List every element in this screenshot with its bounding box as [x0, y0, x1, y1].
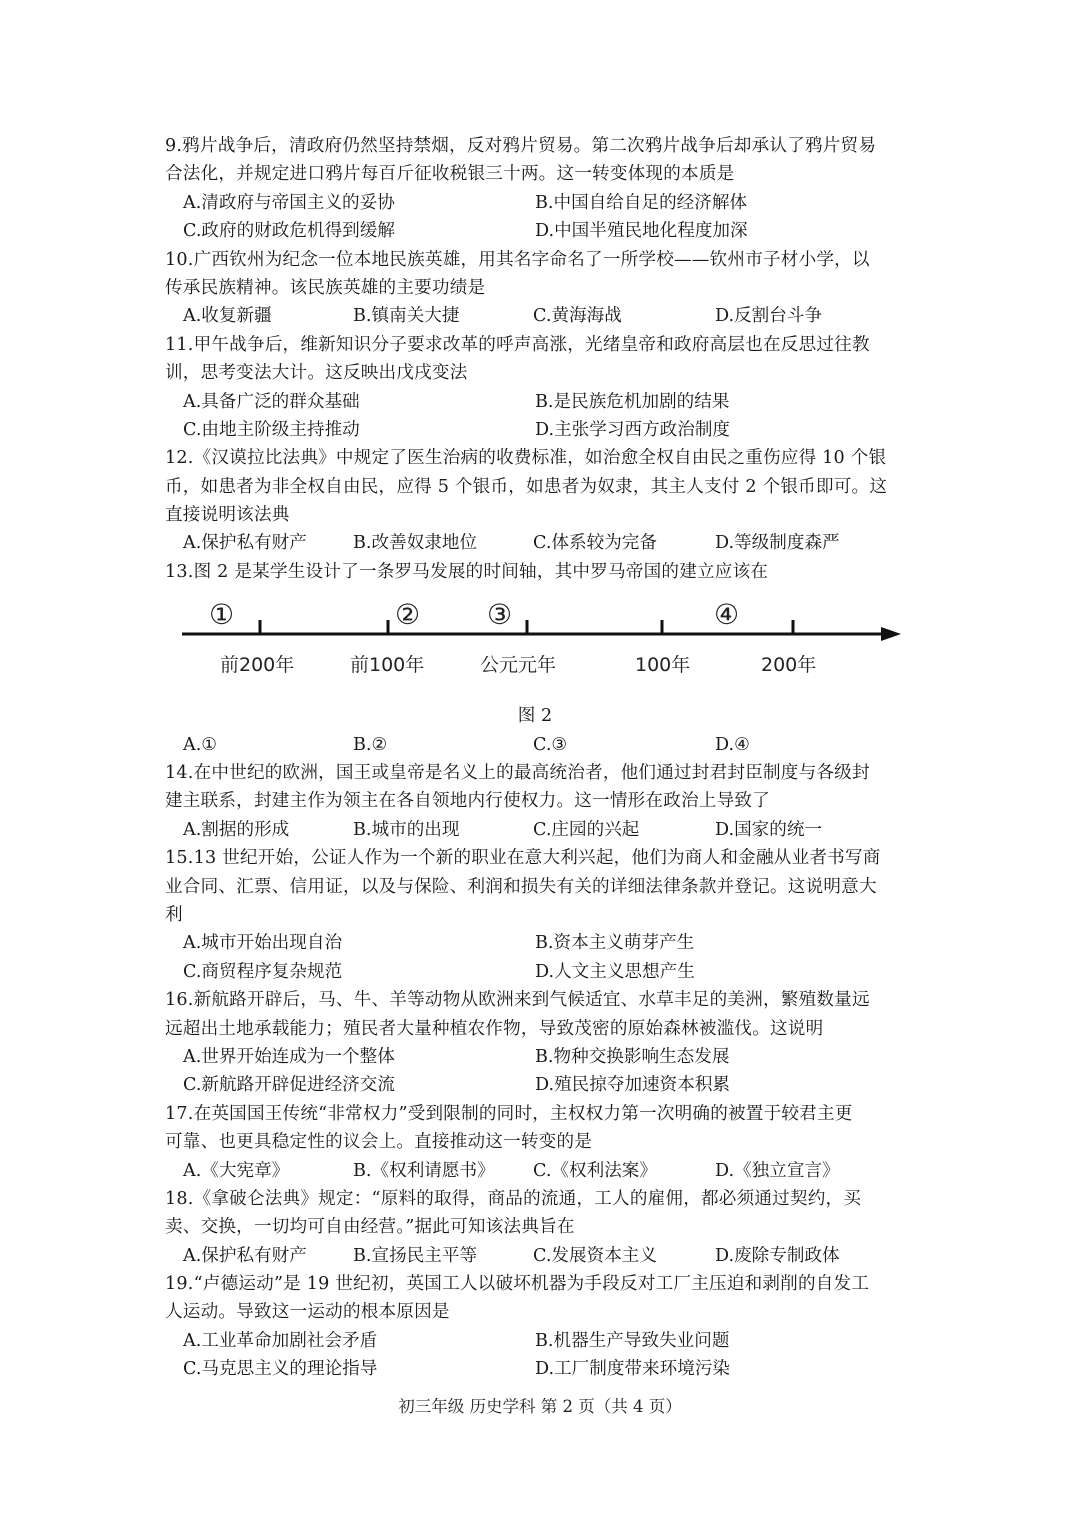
question-4 [165, 444, 925, 558]
answer-option[interactable]: C.由地主阶级主持推动 [183, 419, 360, 440]
answer-option[interactable]: A.保护私有财产 [183, 1245, 307, 1266]
answer-option[interactable]: A.① [183, 734, 218, 755]
options-row [165, 302, 925, 330]
answer-option[interactable]: B.中国自给自足的经济解体 [535, 192, 748, 213]
question-9 [165, 1100, 925, 1185]
timeline-marker: ② [395, 598, 421, 632]
question-text-line: 直接说明该法典 [165, 505, 290, 526]
question-text-line: 远超出土地承载能力；殖民者大量种植农作物，导致茂密的原始森林被滥伐。这说明 [165, 1018, 824, 1039]
question-text-line: 建主联系，封建主作为领主在各自领地内行使权力。这一情形在政治上导致了 [165, 791, 770, 812]
question-text-line: 人运动。导致这一运动的根本原因是 [165, 1302, 450, 1323]
timeline-marker: ① [209, 598, 235, 632]
question-2 [165, 246, 925, 331]
timeline-arrow-head [881, 627, 901, 641]
answer-option[interactable]: A.《大宪章》 [183, 1160, 290, 1181]
answer-option[interactable]: C.马克思主义的理论指导 [183, 1359, 378, 1380]
options-row [165, 217, 925, 245]
question-list [165, 132, 925, 1384]
answer-option[interactable]: D.国家的统一 [715, 819, 823, 840]
answer-option[interactable]: A.保护私有财产 [183, 533, 307, 554]
question-text-line: 18.《拿破仑法典》规定：“原料的取得，商品的流通，工人的雇佣，都必须通过契约，买 [165, 1188, 862, 1209]
question-text-line: 16.新航路开辟后，马、牛、羊等动物从欧洲来到气候适宜、水草丰足的美洲，繁殖数量远 [165, 990, 870, 1011]
timeline-marker: ③ [487, 598, 513, 632]
question-text-line: 9.鸦片战争后，清政府仍然坚持禁烟，反对鸦片贸易。第二次鸦片战争后却承认了鸦片贸易 [165, 136, 877, 156]
answer-option[interactable]: C.体系较为完备 [533, 533, 657, 554]
answer-option[interactable]: D.殖民掠夺加速资本积累 [535, 1075, 731, 1096]
question-7 [165, 844, 925, 986]
answer-option[interactable]: B.物种交换影响生态发展 [535, 1046, 730, 1067]
answer-option[interactable]: D.工厂制度带来环境污染 [535, 1359, 731, 1380]
answer-option[interactable]: D.反割台斗争 [715, 306, 823, 327]
question-text-line: 传承民族精神。该民族英雄的主要功绩是 [165, 277, 486, 298]
question-text-line: 13.图 2 是某学生设计了一条罗马发展的时间轴，其中罗马帝国的建立应该在 [165, 561, 769, 582]
question-10 [165, 1185, 925, 1270]
answer-option[interactable]: B.资本主义萌芽产生 [535, 933, 695, 954]
answer-option[interactable]: A.具备广泛的群众基础 [183, 391, 360, 412]
question-text-line: 14.在中世纪的欧洲，国王或皇帝是名义上的最高统治者，他们通过封君封臣制度与各级封 [165, 763, 870, 784]
answer-option[interactable]: A.城市开始出现自治 [183, 933, 343, 954]
figure-caption: 图 2 [517, 706, 553, 727]
options-row [165, 1157, 925, 1185]
answer-option[interactable]: D.中国半殖民地化程度加深 [535, 221, 748, 242]
question-6 [165, 759, 925, 844]
answer-option[interactable]: B.镇南关大捷 [353, 306, 460, 327]
answer-option[interactable]: A.收复新疆 [183, 306, 272, 327]
question-5 [165, 558, 925, 759]
answer-option[interactable]: C.发展资本主义 [533, 1245, 657, 1266]
options-row [165, 929, 925, 957]
options-row [165, 958, 925, 986]
answer-option[interactable]: C.黄海海战 [533, 306, 622, 327]
options-row [165, 816, 925, 844]
answer-option[interactable]: C.③ [533, 734, 568, 755]
answer-option[interactable]: B.城市的出现 [353, 819, 460, 840]
answer-option[interactable]: B.机器生产导致失业问题 [535, 1330, 730, 1351]
question-3 [165, 331, 925, 445]
options-row [165, 1355, 925, 1383]
timeline-tick-label: 100年 [635, 654, 691, 677]
question-text-line: 训，思考变法大计。这反映出戊戌变法 [165, 363, 468, 384]
answer-option[interactable]: D.人文主义思想产生 [535, 961, 695, 982]
options-row [165, 1071, 925, 1099]
options-row [165, 1327, 925, 1355]
options-row [165, 416, 925, 444]
options-row [165, 1242, 925, 1270]
answer-option[interactable]: C.庄园的兴起 [533, 819, 640, 840]
question-text-line: 19.“卢德运动”是 19 世纪初，英国工人以破坏机器为手段反对工厂主压迫和剥削的自发工 [165, 1274, 870, 1295]
answer-option[interactable]: B.是民族危机加剧的结果 [535, 391, 730, 412]
options-row [165, 1043, 925, 1071]
timeline-tick-label: 前100年 [350, 654, 425, 677]
answer-option[interactable]: C.商贸程序复杂规范 [183, 961, 343, 982]
timeline-tick-label: 200年 [761, 654, 817, 677]
answer-option[interactable]: D.《独立宣言》 [715, 1160, 840, 1181]
question-1 [165, 132, 925, 246]
answer-option[interactable]: D.主张学习西方政治制度 [535, 419, 731, 440]
question-text-line: 17.在英国国王传统“非常权力”受到限制的同时，主权权力第一次明确的被置于较君主更 [165, 1103, 853, 1124]
timeline-figure [165, 594, 925, 702]
question-text-line: 利 [165, 904, 183, 925]
timeline-tick-label: 前200年 [220, 654, 295, 677]
answer-option[interactable]: A.世界开始连成为一个整体 [183, 1046, 395, 1067]
question-text-line: 卖、交换，一切均可自由经营。”据此可知该法典旨在 [165, 1217, 575, 1238]
answer-option[interactable]: B.② [353, 734, 388, 755]
answer-option[interactable]: D.④ [715, 734, 750, 755]
answer-option[interactable]: B.改善奴隶地位 [353, 533, 478, 554]
answer-option[interactable]: D.等级制度森严 [715, 533, 840, 554]
question-text-line: 15.13 世纪开始，公证人作为一个新的职业在意大利兴起，他们为商人和金融从业者书写商 [165, 848, 881, 869]
options-row [165, 529, 925, 557]
answer-option[interactable]: A.割据的形成 [183, 819, 290, 840]
answer-option[interactable]: D.废除专制政体 [715, 1245, 840, 1266]
answer-option[interactable]: A.清政府与帝国主义的妥协 [183, 192, 395, 213]
options-row [165, 731, 925, 759]
question-text-line: 合法化，并规定进口鸦片每百斤征收税银三十两。这一转变体现的本质是 [165, 164, 735, 185]
answer-option[interactable]: B.宣扬民主平等 [353, 1245, 478, 1266]
options-row [165, 189, 925, 217]
timeline-tick-label: 公元元年 [480, 654, 557, 677]
timeline-axis [175, 594, 915, 654]
question-text-line: 10.广西钦州为纪念一位本地民族英雄，用其名字命名了一所学校——钦州市子材小学，以 [165, 249, 870, 270]
question-text-line: 可靠、也更具稳定性的议会上。直接推动这一转变的是 [165, 1132, 593, 1153]
question-text-line: 币，如患者为非全权自由民，应得 5 个银币，如患者为奴隶，其主人支付 2 个银币即可。这 [165, 476, 888, 497]
options-row [165, 388, 925, 416]
answer-option[interactable]: C.《权利法案》 [533, 1160, 657, 1181]
answer-option[interactable]: C.政府的财政危机得到缓解 [183, 221, 395, 242]
question-8 [165, 986, 925, 1100]
question-text-line: 业合同、汇票、信用证，以及与保险、利润和损失有关的详细法律条款并登记。这说明意大 [165, 876, 877, 897]
answer-option[interactable]: B.《权利请愿书》 [353, 1160, 495, 1181]
page-footer: 初三年级 历史学科 第 2 页（共 4 页） [398, 1397, 682, 1416]
question-11 [165, 1270, 925, 1384]
timeline-marker: ④ [714, 598, 740, 632]
question-text-line: 12.《汉谟拉比法典》中规定了医生治病的收费标准，如治愈全权自由民之重伤应得 10 个银 [165, 448, 887, 469]
answer-option[interactable]: A.工业革命加剧社会矛盾 [183, 1330, 378, 1351]
question-text-line: 11.甲午战争后，维新知识分子要求改革的呼声高涨，光绪皇帝和政府高层也在反思过往教 [165, 334, 870, 355]
answer-option[interactable]: C.新航路开辟促进经济交流 [183, 1075, 395, 1096]
